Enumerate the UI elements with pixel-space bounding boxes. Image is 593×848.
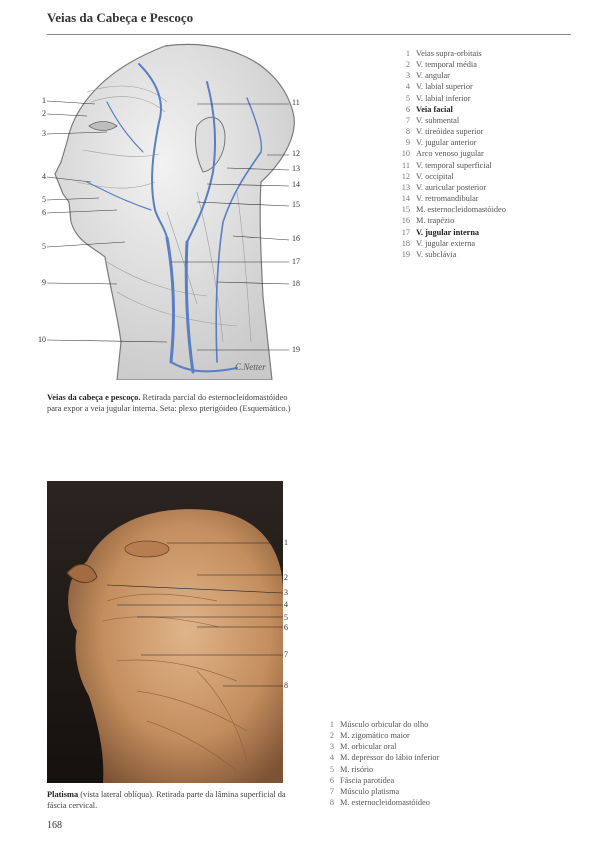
legend-item (396, 238, 576, 249)
legend-item-number: 17 (401, 227, 410, 237)
figure1-caption (47, 392, 297, 414)
legend-item-label: V. labial inferior (416, 93, 471, 103)
legend-item-label: Músculo platisma (340, 786, 400, 796)
legend-item (396, 182, 576, 193)
legend-item (396, 193, 576, 204)
legend-item-number: 6 (329, 775, 334, 785)
legend-item-label: M. depressor do lábio inferior (340, 753, 440, 763)
legend-item-label: Veias supra-orbitais (416, 49, 482, 58)
legend-item-label: V. temporal superficial (416, 160, 492, 170)
head-neck-veins-illustration (47, 42, 365, 380)
legend-item (396, 171, 576, 182)
legend-item-number: 18 (401, 238, 410, 248)
fig1-left-label: 5 (42, 195, 46, 204)
legend-item (320, 741, 500, 752)
legend-item-number: 9 (405, 138, 410, 148)
legend-item-label: V. angular (416, 71, 450, 81)
fig1-right-label: 14 (292, 180, 300, 189)
fig1-left-label: 2 (42, 109, 46, 118)
fig1-left-label: 4 (42, 172, 46, 181)
fig1-left-label: 10 (38, 335, 46, 344)
fig1-left-label: 1 (42, 96, 46, 105)
legend-item-number: 5 (405, 93, 410, 103)
fig1-left-label: 9 (42, 278, 46, 287)
legend-item-number: 19 (401, 249, 410, 259)
legend-item-label: V. jugular anterior (416, 138, 477, 148)
fig2-label: 3 (284, 588, 288, 597)
legend-item-label: M. esternocleidomastóideo (416, 205, 506, 215)
legend-item-number: 3 (329, 742, 334, 752)
legend-item-number: 1 (405, 49, 410, 58)
fig2-label: 1 (284, 538, 288, 547)
legend-item-number: 8 (329, 798, 334, 808)
legend-item (396, 227, 576, 238)
legend-item-number: 1 (329, 720, 334, 729)
legend-item-number: 15 (401, 205, 410, 215)
legend-item (396, 59, 576, 70)
legend-item-number: 4 (405, 82, 410, 92)
fig1-signature: C.Netter (235, 362, 266, 372)
fig1-right-label: 13 (292, 164, 300, 173)
legend-item-label: Veia facial (416, 104, 453, 114)
legend-item (320, 786, 500, 797)
fig2-label: 7 (284, 650, 288, 659)
legend-item-label: V. submental (416, 115, 460, 125)
fig2-label: 5 (284, 613, 288, 622)
fig1-right-label: 11 (292, 98, 300, 107)
figure2-legend (320, 719, 500, 808)
legend-item (396, 70, 576, 81)
legend-item-label: Arco venoso jugular (416, 149, 484, 159)
legend-item (396, 137, 576, 148)
legend-item-number: 5 (329, 764, 334, 774)
legend-item-label: M. trapézio (416, 216, 455, 226)
figure2-caption (47, 789, 292, 811)
legend-item (396, 215, 576, 226)
legend-item-number: 14 (401, 194, 410, 204)
figure1-caption-title: Veias da cabeça e pescoço. (47, 393, 141, 402)
legend-item-label: V. temporal média (416, 60, 477, 70)
fig2-label: 2 (284, 573, 288, 582)
figure2-caption-text: (vista lateral oblíqua). Retirada parte da lâmina superficial da fáscia cervical. (47, 790, 286, 810)
legend-item-number: 12 (401, 171, 410, 181)
legend-item (396, 160, 576, 171)
fig1-left-label: 6 (42, 208, 46, 217)
legend-item (396, 93, 576, 104)
fig1-right-label: 18 (292, 279, 300, 288)
legend-item-number: 13 (401, 182, 410, 192)
legend-item-number: 7 (329, 786, 334, 796)
page-number: 168 (47, 820, 62, 831)
legend-item (320, 764, 500, 775)
legend-item-number: 10 (401, 149, 410, 159)
fig1-right-label: 15 (292, 200, 300, 209)
legend-item (396, 48, 576, 59)
legend-item-number: 8 (405, 127, 410, 137)
legend-item-number: 11 (402, 160, 410, 170)
legend-item-number: 6 (405, 104, 410, 114)
page-title: Veias da Cabeça e Pescoço (47, 10, 194, 25)
legend-item-label: M. esternocleidomastóideo (340, 798, 430, 808)
header-divider (47, 34, 571, 35)
legend-item-label: V. subclávia (416, 249, 457, 259)
fig1-right-label: 12 (292, 149, 300, 158)
legend-item-label: M. zigomático maior (340, 731, 410, 741)
fig1-right-label: 19 (292, 345, 300, 354)
fig2-label: 4 (284, 600, 288, 609)
fig1-right-label: 17 (292, 257, 300, 266)
fig2-label: 8 (284, 681, 288, 690)
legend-item (396, 81, 576, 92)
figure1-caption-text: Retirada parcial do esternocleidomastóideo para expor a veia jugular interna. Seta: plexo pterigóideo (Esquemático.) (47, 393, 291, 413)
legend-item-label: V. occipital (416, 171, 454, 181)
legend-item (320, 775, 500, 786)
legend-item (396, 148, 576, 159)
legend-item-number: 4 (329, 753, 334, 763)
legend-item-label: V. tireóidea superior (416, 127, 484, 137)
legend-item-number: 2 (405, 60, 410, 70)
legend-item-label: V. retromandibular (416, 194, 479, 204)
figure2-caption-title: Platisma (47, 790, 79, 799)
legend-item-label: M. orbicular oral (340, 742, 397, 752)
legend-item-number: 2 (329, 731, 334, 741)
legend-item-label: V. auricular posterior (416, 182, 487, 192)
legend-item (320, 797, 500, 808)
platysma-dissection-photo (47, 481, 283, 783)
legend-item-label: Músculo orbicular do olho (340, 720, 429, 729)
legend-item-label: V. labial superior (416, 82, 473, 92)
legend-item (396, 104, 576, 115)
figure1-legend (396, 48, 576, 260)
legend-item-label: M. risório (340, 764, 374, 774)
legend-item-number: 3 (405, 71, 410, 81)
legend-item (320, 719, 500, 730)
fig1-left-label: 5 (42, 242, 46, 251)
legend-item (320, 730, 500, 741)
legend-item (396, 115, 576, 126)
legend-item-label: Fáscia parotídea (340, 775, 395, 785)
legend-item (320, 752, 500, 763)
legend-item (396, 249, 576, 260)
legend-item-label: V. jugular externa (416, 238, 476, 248)
legend-item (396, 204, 576, 215)
legend-item-number: 16 (401, 216, 410, 226)
fig1-right-label: 16 (292, 234, 300, 243)
fig2-label: 6 (284, 623, 288, 632)
legend-item-label: V. jugular interna (416, 227, 480, 237)
legend-item (396, 126, 576, 137)
legend-item-number: 7 (405, 115, 410, 125)
fig1-left-label: 3 (42, 129, 46, 138)
